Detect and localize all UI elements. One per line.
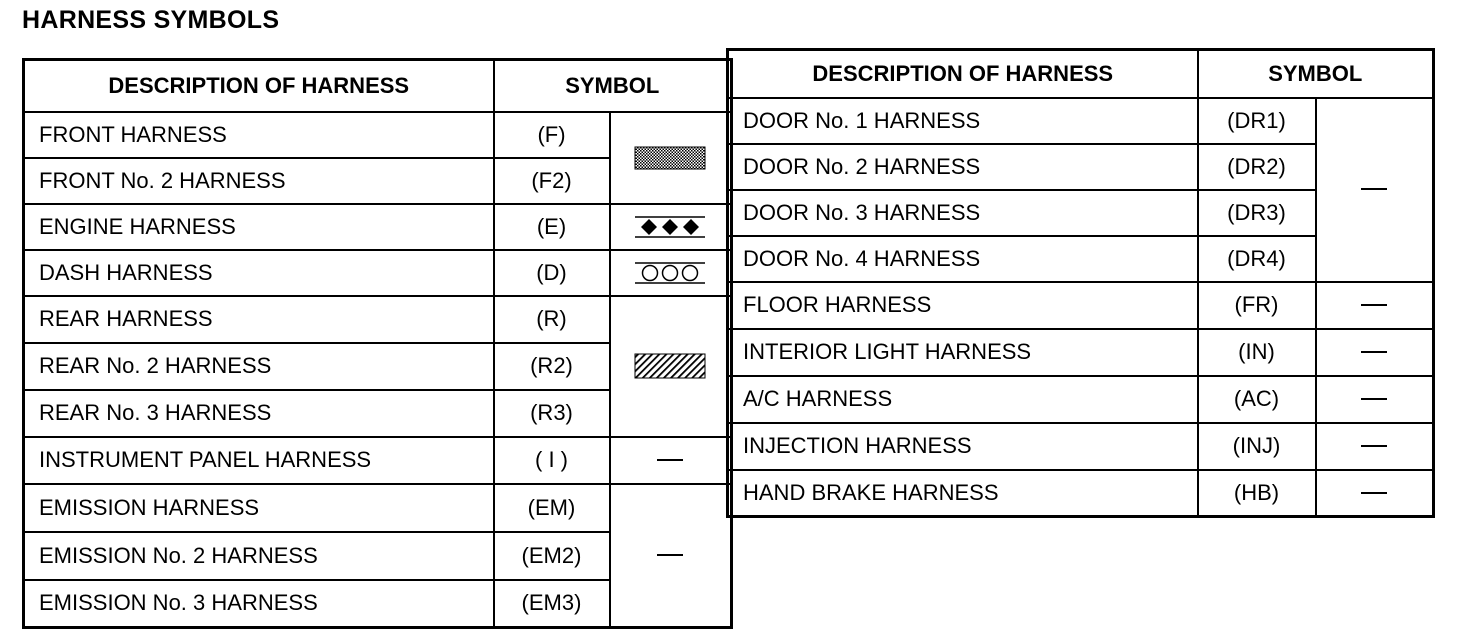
symbol-header: SYMBOL bbox=[494, 60, 732, 112]
circle-line-icon bbox=[610, 250, 732, 296]
harness-description: FLOOR HARNESS bbox=[728, 282, 1198, 329]
harness-code: (E) bbox=[494, 204, 610, 250]
harness-code: (EM) bbox=[494, 484, 610, 532]
harness-description: FRONT No. 2 HARNESS bbox=[24, 158, 494, 204]
dash-icon bbox=[1316, 282, 1434, 329]
harness-code: (FR) bbox=[1198, 282, 1316, 329]
harness-code: (DR4) bbox=[1198, 236, 1316, 282]
harness-description: DOOR No. 2 HARNESS bbox=[728, 144, 1198, 190]
page-title: HARNESS SYMBOLS bbox=[22, 6, 280, 34]
harness-description: FRONT HARNESS bbox=[24, 112, 494, 158]
harness-code: (F) bbox=[494, 112, 610, 158]
symbol-header: SYMBOL bbox=[1198, 50, 1434, 98]
harness-code: (DR3) bbox=[1198, 190, 1316, 236]
harness-code: (EM3) bbox=[494, 580, 610, 628]
harness-description: DOOR No. 1 HARNESS bbox=[728, 98, 1198, 144]
harness-code: (DR1) bbox=[1198, 98, 1316, 144]
harness-description: A/C HARNESS bbox=[728, 376, 1198, 423]
dash-icon bbox=[1316, 329, 1434, 376]
harness-description: EMISSION No. 2 HARNESS bbox=[24, 532, 494, 580]
harness-description: DASH HARNESS bbox=[24, 250, 494, 296]
diamond-line-icon bbox=[610, 204, 732, 250]
harness-code: (R3) bbox=[494, 390, 610, 437]
harness-description: INJECTION HARNESS bbox=[728, 423, 1198, 470]
harness-code: (HB) bbox=[1198, 470, 1316, 517]
description-header: DESCRIPTION OF HARNESS bbox=[24, 60, 494, 112]
harness-table-left bbox=[22, 58, 733, 629]
harness-description: REAR No. 2 HARNESS bbox=[24, 343, 494, 390]
harness-description: EMISSION No. 3 HARNESS bbox=[24, 580, 494, 628]
harness-code: (D) bbox=[494, 250, 610, 296]
harness-description: REAR No. 3 HARNESS bbox=[24, 390, 494, 437]
harness-description: INSTRUMENT PANEL HARNESS bbox=[24, 437, 494, 484]
harness-code: (DR2) bbox=[1198, 144, 1316, 190]
harness-table-right bbox=[726, 48, 1435, 518]
dash-icon bbox=[1316, 98, 1434, 282]
harness-code: (INJ) bbox=[1198, 423, 1316, 470]
harness-description: ENGINE HARNESS bbox=[24, 204, 494, 250]
dash-icon bbox=[1316, 423, 1434, 470]
description-header: DESCRIPTION OF HARNESS bbox=[728, 50, 1198, 98]
harness-code: (AC) bbox=[1198, 376, 1316, 423]
harness-code: (IN) bbox=[1198, 329, 1316, 376]
harness-code: (R2) bbox=[494, 343, 610, 390]
harness-description: HAND BRAKE HARNESS bbox=[728, 470, 1198, 517]
harness-code: (R) bbox=[494, 296, 610, 343]
dash-icon bbox=[1316, 376, 1434, 423]
dash-icon bbox=[610, 437, 732, 484]
harness-description: DOOR No. 3 HARNESS bbox=[728, 190, 1198, 236]
harness-description: REAR HARNESS bbox=[24, 296, 494, 343]
harness-code: (F2) bbox=[494, 158, 610, 204]
harness-description: DOOR No. 4 HARNESS bbox=[728, 236, 1198, 282]
dash-icon bbox=[610, 484, 732, 628]
harness-code: (EM2) bbox=[494, 532, 610, 580]
dash-icon bbox=[1316, 470, 1434, 517]
hatched-pattern-icon bbox=[610, 296, 732, 437]
harness-description: INTERIOR LIGHT HARNESS bbox=[728, 329, 1198, 376]
dotted-pattern-icon bbox=[610, 112, 732, 204]
harness-description: EMISSION HARNESS bbox=[24, 484, 494, 532]
harness-code: ( I ) bbox=[494, 437, 610, 484]
